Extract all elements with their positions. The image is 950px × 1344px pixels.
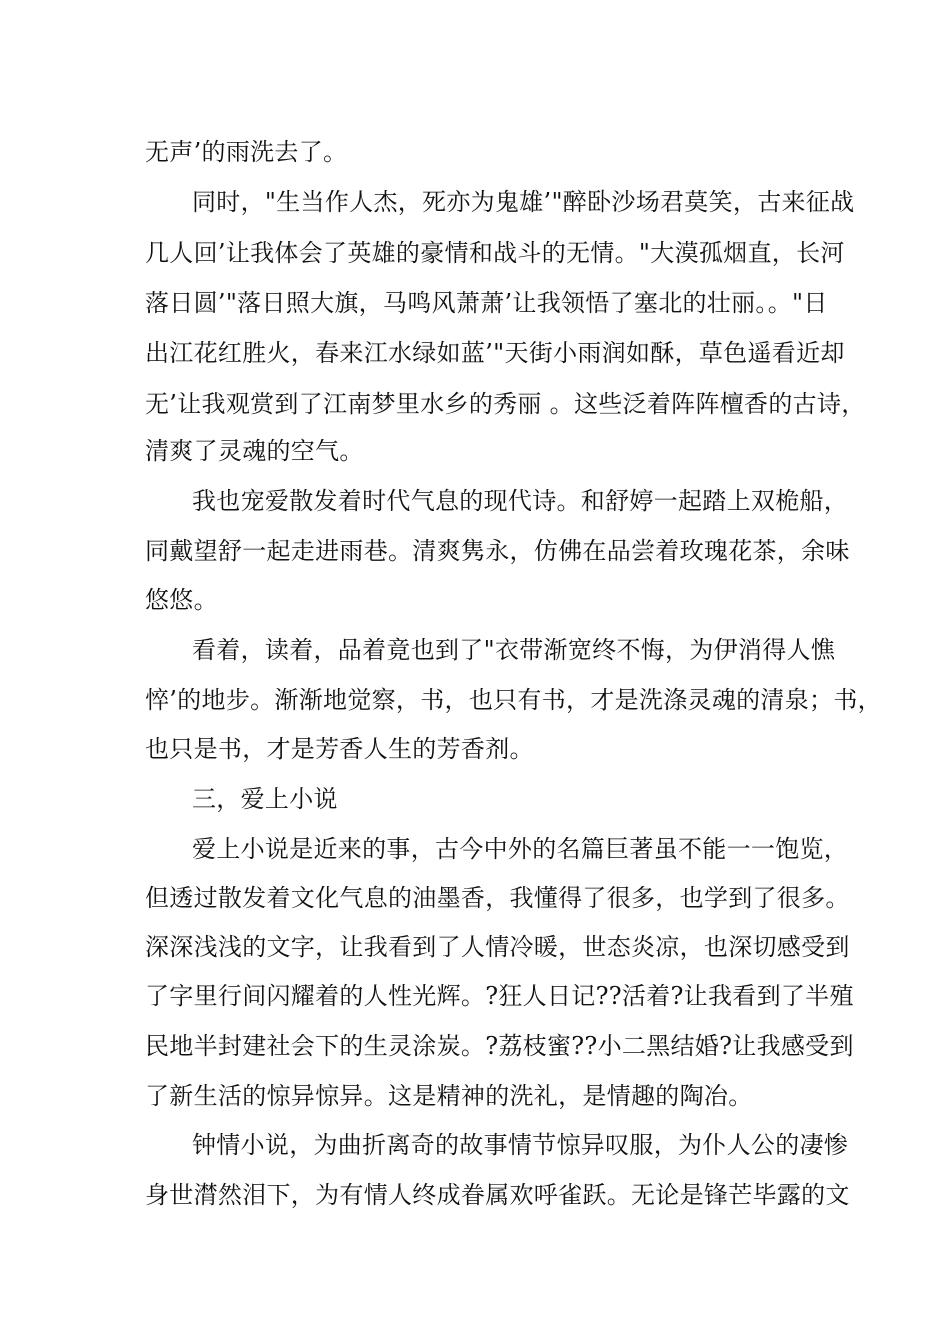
text-line: 出江花红胜火，春来江水绿如蓝’"天街小雨润如酥，草色遥看近却 [145, 339, 845, 367]
text-line: 民地半封建社会下的生灵涂炭。?荔枝蜜??小二黑结婚?让我感受到 [145, 1032, 854, 1060]
text-line: 了字里行间闪耀着的人性光辉。?狂人日记??活着?让我看到了半殖 [145, 982, 854, 1010]
text-line: 深深浅浅的文字，让我看到了人情冷暖，世态炎凉，也深切感受到 [145, 933, 850, 961]
text-line: 身世潸然泪下，为有情人终成眷属欢呼雀跃。无论是锋芒毕露的文 [145, 1181, 850, 1209]
paragraph-start-line: 钟情小说，为曲折离奇的故事情节惊异叹服，为仆人公的凄惨 [192, 1131, 849, 1159]
text-line: 同戴望舒一起走进雨巷。清爽隽永，仿佛在品尝着玫瑰花茶，余味 [145, 537, 850, 565]
text-line: 几人回’让我体会了英雄的豪情和战斗的无情。"大漠孤烟直，长河 [145, 239, 845, 267]
paragraph-start-line: 我也宠爱散发着时代气息的现代诗。和舒婷一起踏上双桅船， [192, 487, 849, 515]
text-line: 了新生活的惊异惊异。这是精神的洗礼，是情趣的陶冶。 [145, 1082, 753, 1110]
text-line: 但透过散发着文化气息的油墨香，我懂得了很多，也学到了很多。 [145, 884, 850, 912]
paragraph-start-line: 同时，"生当作人杰，死亦为鬼雄’"醉卧沙场君莫笑，古来征战 [192, 188, 855, 216]
text-line: 也只是书，才是芳香人生的芳香剂。 [145, 735, 534, 763]
text-line: 悠悠。 [145, 586, 218, 614]
section-heading: 三，爱上小说 [192, 785, 338, 813]
paragraph-start-line: 爱上小说是近来的事，古今中外的名篇巨著虽不能一一饱览， [192, 835, 849, 863]
text-line: 落日圆’"落日照大旗，马鸣风萧萧’让我领悟了塞北的壮丽。。"日 [145, 289, 828, 317]
paragraph-start-line: 看着，读着，品着竟也到了"衣带渐宽终不悔，为伊消得人憔 [192, 636, 836, 664]
text-line: 清爽了灵魂的空气。 [145, 437, 364, 465]
text-line: 无声’的雨洗去了。 [145, 138, 348, 166]
text-line: 悴’的地步。渐渐地觉察，书，也只有书，才是洗涤灵魂的清泉；书， [145, 686, 882, 714]
text-line: 无’让我观赏到了江南梦里水乡的秀丽 。这些泛着阵阵檀香的古诗， [145, 390, 866, 418]
